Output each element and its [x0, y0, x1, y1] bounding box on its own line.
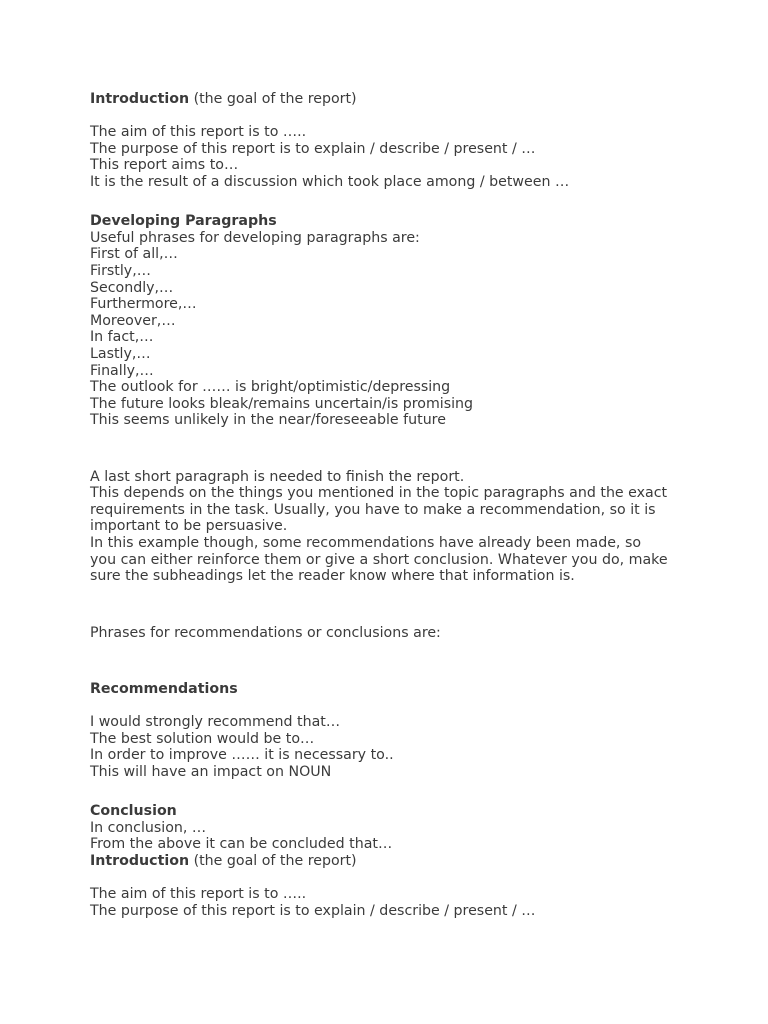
recommendation-line-1: I would strongly recommend that…: [90, 714, 341, 731]
developing-line-6: Moreover,…: [90, 312, 176, 329]
developing-heading: Developing Paragraphs: [90, 213, 277, 230]
intro-line-1: The aim of this report is to …..: [90, 124, 307, 141]
intro-repeat-heading: Introduction: [90, 852, 190, 869]
developing-line-12: This seems unlikely in the near/foreseeable future: [90, 412, 446, 429]
developing-line-3: Firstly,…: [90, 262, 151, 279]
recommendation-line-3: In order to improve …… it is necessary to..: [90, 747, 394, 764]
intro-repeat-line-2: The purpose of this report is to explain / describe / present / …: [90, 902, 536, 919]
recommendation-line-4: This will have an impact on NOUN: [90, 763, 332, 780]
intro-heading-note: (the goal of the report): [189, 91, 357, 107]
phrases-intro: Phrases for recommendations or conclusions are:: [90, 624, 441, 641]
conclusion-line-1: In conclusion, …: [90, 819, 207, 836]
developing-line-9: Finally,…: [90, 362, 154, 379]
closing-paragraph-2: In this example though, some recommendations have already been made, so you can either reinforce them or give a short conclusion. Whatever you do, make sure the subheadings let the reader know where that information is.: [90, 535, 668, 585]
conclusion-heading: Conclusion: [90, 803, 177, 820]
developing-line-5: Furthermore,…: [90, 296, 197, 313]
developing-line-4: Secondly,…: [90, 279, 174, 296]
intro-line-2: The purpose of this report is to explain / describe / present / …: [90, 140, 536, 157]
intro-heading-line: [90, 91, 670, 108]
intro-repeat-line-1: The aim of this report is to …..: [90, 886, 307, 903]
closing-paragraph-1: This depends on the things you mentioned in the topic paragraphs and the exact requirements in the task. Usually, you have to make a recommendation, so it is important to be persuasive.: [90, 485, 668, 535]
developing-line-10: The outlook for …… is bright/optimistic/depressing: [90, 379, 451, 396]
developing-line-2: First of all,…: [90, 246, 178, 263]
developing-line-8: Lastly,…: [90, 345, 151, 362]
recommendations-heading: Recommendations: [90, 681, 238, 698]
conclusion-line-2: From the above it can be concluded that…: [90, 836, 393, 853]
document-body: [90, 91, 670, 919]
intro-line-3: This report aims to…: [90, 157, 239, 174]
developing-line-1: Useful phrases for developing paragraphs are:: [90, 229, 420, 246]
recommendation-line-2: The best solution would be to…: [90, 730, 315, 747]
developing-line-11: The future looks bleak/remains uncertain/is promising: [90, 395, 474, 412]
intro-repeat-heading-line: [90, 853, 670, 870]
intro-repeat-heading-note: (the goal of the report): [189, 852, 357, 869]
closing-line-1: A last short paragraph is needed to finish the report.: [90, 468, 465, 485]
intro-heading: Introduction: [90, 91, 190, 107]
intro-line-4: It is the result of a discussion which took place among / between …: [90, 173, 570, 190]
developing-line-7: In fact,…: [90, 329, 154, 346]
